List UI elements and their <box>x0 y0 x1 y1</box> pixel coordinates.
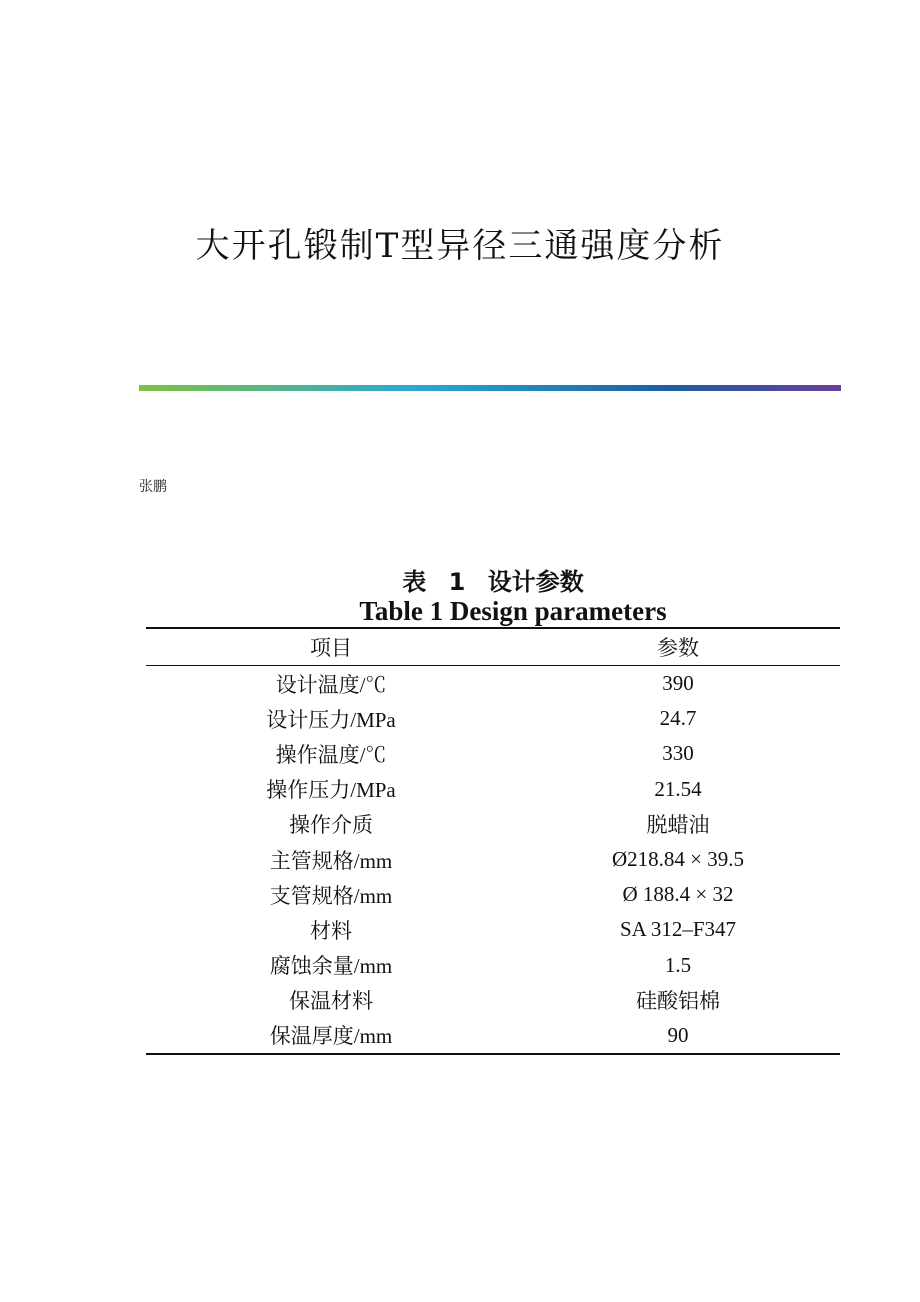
row-value: 330 <box>662 741 694 766</box>
table-row <box>146 807 840 842</box>
row-value: SA 312–F347 <box>619 917 737 942</box>
table-row <box>146 736 840 771</box>
table-row <box>146 701 840 736</box>
table-row <box>146 772 840 807</box>
row-item: 主管规格/mm <box>269 848 393 873</box>
row-item: 支管规格/mm <box>269 883 393 908</box>
table-row <box>146 1018 840 1054</box>
header-value: 参数 <box>657 636 699 660</box>
row-item: 设计温度/℃ <box>275 672 387 697</box>
row-item: 保温厚度/mm <box>269 1024 393 1049</box>
row-value: Ø218.84 × 39.5 <box>611 847 744 872</box>
table-row <box>146 912 840 947</box>
header-item: 项目 <box>310 636 352 660</box>
table-header-row <box>146 628 840 666</box>
table-caption-english: Table 1 Design parameters <box>359 596 667 626</box>
table-row <box>146 948 840 983</box>
row-value: 390 <box>662 671 694 696</box>
row-value: 90 <box>667 1022 689 1047</box>
table-row <box>146 877 840 912</box>
row-item: 操作介质 <box>289 813 373 838</box>
row-item: 保温材料 <box>289 989 373 1014</box>
author-name: 张鹏 <box>139 479 167 495</box>
row-item: 材料 <box>310 918 352 943</box>
document-title: 大开孔锻制T型异径三通强度分析 <box>195 226 725 266</box>
row-item: 操作压力/MPa <box>266 778 396 803</box>
title-divider <box>139 385 841 391</box>
table-row <box>146 983 840 1018</box>
row-value: 硅酸铝棉 <box>636 989 720 1014</box>
row-item: 设计压力/MPa <box>266 707 396 732</box>
row-value: 21.54 <box>654 776 702 801</box>
row-value: 1.5 <box>664 952 692 977</box>
table-row <box>146 666 840 702</box>
table-row <box>146 842 840 877</box>
design-parameters-table <box>146 627 840 1055</box>
row-value: 脱蜡油 <box>646 813 710 838</box>
row-item: 操作温度/℃ <box>275 742 387 767</box>
row-item: 腐蚀余量/mm <box>269 954 393 979</box>
table-caption-chinese: 表 1 设计参数 <box>402 568 584 596</box>
row-value: Ø 188.4 × 32 <box>622 882 734 907</box>
row-value: 24.7 <box>659 706 697 731</box>
